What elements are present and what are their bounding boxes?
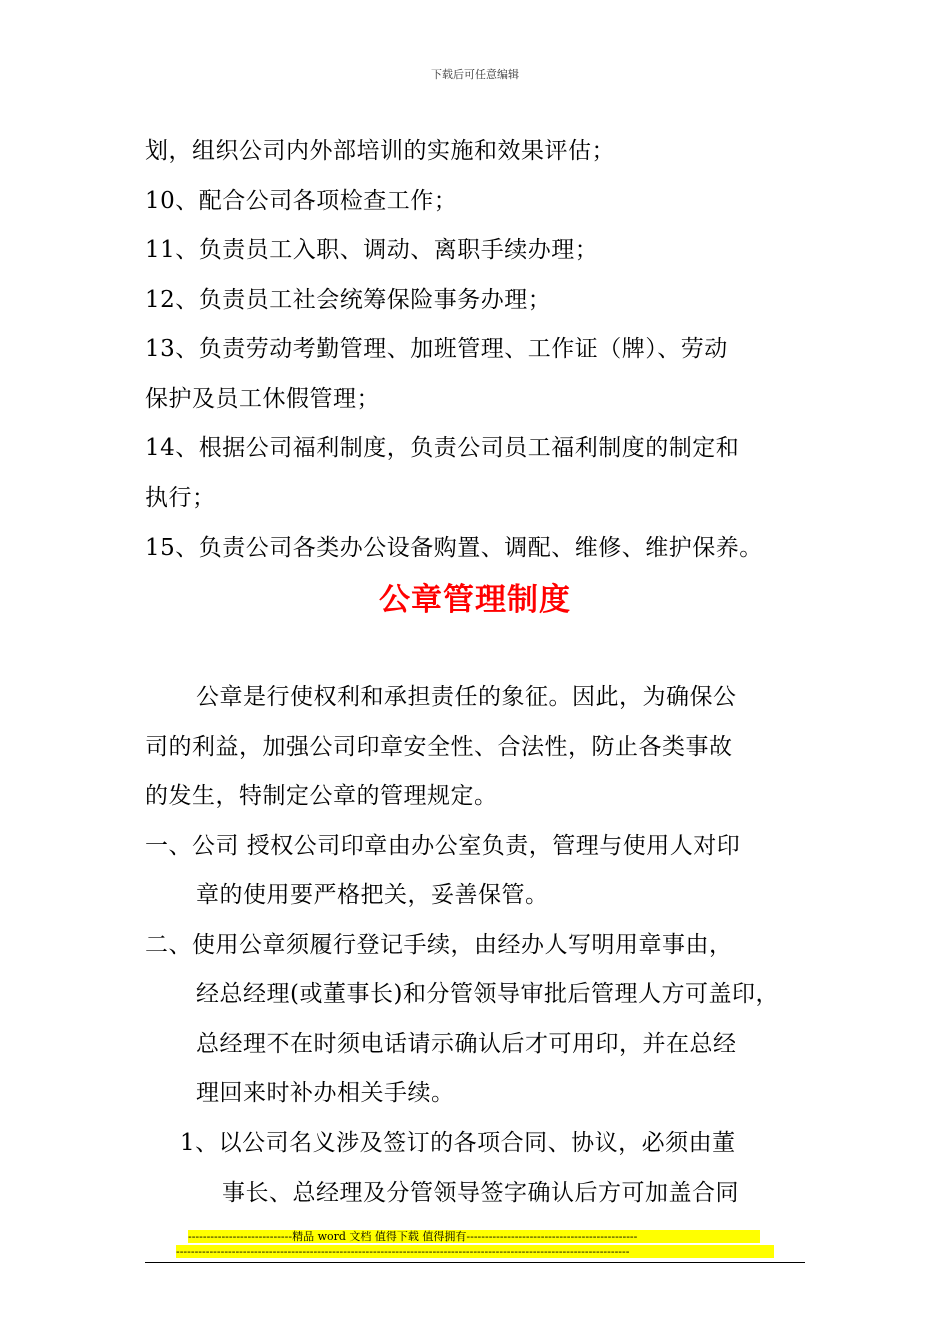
rule-two-line: 总经理不在时须电话请示确认后才可用印，并在总经 [196, 1031, 737, 1057]
rule-one-line: 章的使用要严格把关，妥善保管。 [196, 882, 549, 908]
section-title: 公章管理制度 [379, 582, 571, 618]
body-line: 15、负责公司各类办公设备购置、调配、维修、维护保养。 [145, 535, 763, 561]
sub-item-line: 事长、总经理及分管领导签字确认后方可加盖合同 [222, 1180, 739, 1206]
body-line: 11、负责员工入职、调动、离职手续办理； [145, 237, 599, 263]
body-line: 划，组织公司内外部培训的实施和效果评估； [145, 138, 615, 164]
body-line: 执行； [145, 485, 216, 511]
header-note: 下载后可任意编辑 [431, 68, 519, 81]
body-line: 13、负责劳动考勤管理、加班管理、工作证（牌）、劳动 [145, 336, 728, 362]
intro-line: 司的利益，加强公司印章安全性、合法性，防止各类事故 [145, 734, 733, 760]
rule-two-line: 二、使用公章须履行登记手续，由经办人写明用章事由， [145, 932, 733, 958]
footer-rule [145, 1262, 805, 1263]
sub-item-line: 1、以公司名义涉及签订的各项合同、协议，必须由董 [180, 1130, 736, 1156]
rule-two-line: 经总经理(或董事长)和分管领导审批后管理人方可盖印， [196, 981, 779, 1007]
rule-one-line: 一、公司 授权公司印章由办公室负责，管理与使用人对印 [145, 833, 741, 859]
body-line: 12、负责员工社会统筹保险事务办理； [145, 287, 552, 313]
intro-line: 的发生，特制定公章的管理规定。 [145, 783, 498, 809]
footer-banner-dashes: -------------------------------------------------------------------------------------------------------------------------- [176, 1245, 774, 1258]
footer-banner: ----------------------------精品 word 文档 值得下载 值得拥有---------------------------------------------- [188, 1230, 760, 1243]
body-line: 10、配合公司各项检查工作； [145, 188, 458, 214]
intro-line: 公章是行使权利和承担责任的象征。因此，为确保公 [196, 684, 737, 710]
rule-two-line: 理回来时补办相关手续。 [196, 1080, 455, 1106]
body-line: 14、根据公司福利制度，负责公司员工福利制度的制定和 [145, 435, 740, 461]
body-line: 保护及员工休假管理； [145, 386, 380, 412]
